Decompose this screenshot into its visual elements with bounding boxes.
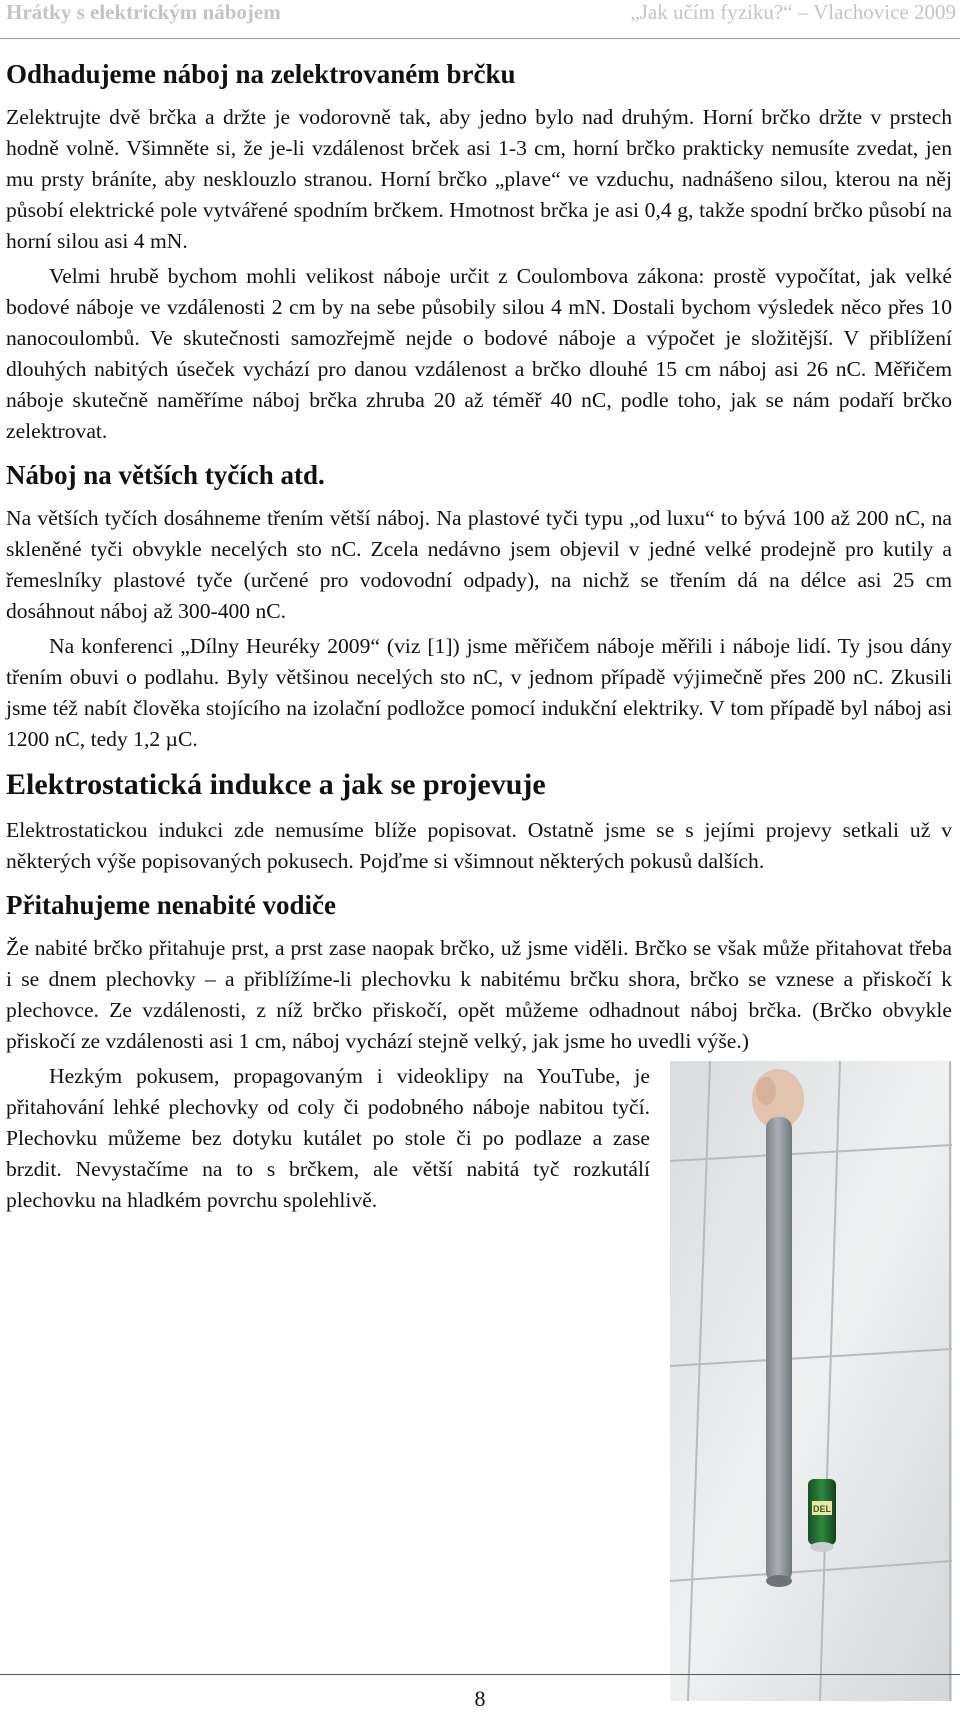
paragraph: Hezkým pokusem, propagovaným i videoklipy na YouTube, je přitahování lehké plechovky od coly či podobného náboje nabitou tyčí. Plechovku můžeme bez dotyku kutálet po stole či po podlaze a zase brzdit. Nevystačíme na to s brčkem, ale větší nabitá tyč rozkutálí plechovku na hladkém povrchu spolehlivě.: [6, 1064, 650, 1212]
paragraph: Elektrostatickou indukci zde nemusíme blíže popisovat. Ostatně jsme se s jejími projevy setkali už v některých výše popisovaných pokusech. Pojďme si všimnout některých pokusů dalších.: [6, 818, 952, 873]
paragraph: Na konferenci „Dílny Heuréky 2009“ (viz [1]) jsme měřičem náboje měřili i náboje lidí. Ty jsou dány třením obuvi o podlahu. Byly většinou necelých sto nC, v jednom případě výjimečně přes 200 nC. Zkusili jsme též nabít člověka stojícího na izolační podložce pomocí indukční elektriky. V tom případě byl náboj asi 1200 nC, tedy 1,2 µC.: [6, 634, 952, 751]
plastic-rod: [766, 1117, 792, 1583]
paragraph: Velmi hrubě bychom mohli velikost náboje určit z Coulombova zákona: prostě vypočítat, jak velké bodové náboje ve vzdálenosti 2 cm by na sebe působily silou 4 mN. Dostali bychom výsledek něco přes 10 nanocoulombů. Ve skutečnosti samozřejmě nejde o bodové náboje a výpočet je složitější. V přiblížení dlouhých nabitých úseček vychází pro danou vzdálenost a brčko dlouhé 15 cm náboj asi 26 nC. Měřičem náboje skutečně naměříme náboj brčka zhruba 20 až téměř 40 nC, podle toho, jak se nám podaří brčko zelektrovat.: [6, 264, 952, 443]
section-title-estimate-charge: Odhadujeme náboj na zelektrovaném brčku: [6, 59, 516, 89]
header-title: Hrátky s elektrickým nábojem: [6, 0, 281, 24]
photo-illustration: [670, 1061, 952, 1701]
paragraph: Že nabité brčko přitahuje prst, a prst zase naopak brčko, už jsme viděli. Brčko se však může přitahovat třeba i se dnem plechovky – a přiblížíme-li plechovku k nabitému brčku shora, brčko se vznese a přiskočí k plechovce. Ze vzdálenosti, z níž brčko přiskočí, opět můžeme odhadnout náboj brčka. (Brčko obvykle přiskočí ze vzdálenosti asi 1 cm, náboj vychází stejně velký, jak jsme ho uvedli výše.): [6, 936, 952, 1053]
section-title-larger-rods: Náboj na větších tyčích atd.: [6, 460, 325, 490]
rod-end: [766, 1575, 792, 1587]
can-label: DEL: [813, 1504, 831, 1514]
paragraph: Na větších tyčích dosáhneme třením větší náboj. Na plastové tyči typu „od luxu“ to bývá 100 až 200 nC, na skleněné tyči obvykle necelých sto nC. Zcela nedávno jsem objevil v jedné velké prodejně pro kutily a řemeslníky plastové tyče (určené pro vodovodní odpady), na nichž se třením dá na délce asi 25 cm dosáhnout náboj až 300-400 nC.: [6, 506, 952, 623]
footer-rule: [0, 1674, 960, 1675]
page-number: 8: [474, 1686, 486, 1711]
section-title-induction: Elektrostatická indukce a jak se projevuje: [6, 768, 546, 801]
can-icon: [808, 1479, 836, 1552]
paragraph: Zelektrujte dvě brčka a držte je vodorovně tak, aby jedno bylo nad druhým. Horní brčko držte v prstech hodně volně. Všimněte si, že je-li vzdálenost brček asi 1-3 cm, horní brčko prakticky nemusíte zvedat, jen mu prsty bráníte, aby nesklouzlo stranou. Horní brčko „plave“ ve vzduchu, nadnášeno silou, kterou na něj působí elektrické pole vytvářené spodním brčkem. Hmotnost brčka je asi 0,4 g, takže spodní brčko působí na horní silou asi 4 mN.: [6, 105, 952, 253]
section-title-attracting-conductors: Přitahujeme nenabité vodiče: [6, 890, 336, 920]
floor-tiles: [670, 1061, 952, 1701]
header-event: „Jak učím fyziku?“ – Vlachovice 2009: [630, 0, 956, 24]
photo-rod-and-can-icon: [670, 1061, 952, 1701]
page-content: [6, 56, 952, 1701]
running-header: [0, 0, 960, 39]
